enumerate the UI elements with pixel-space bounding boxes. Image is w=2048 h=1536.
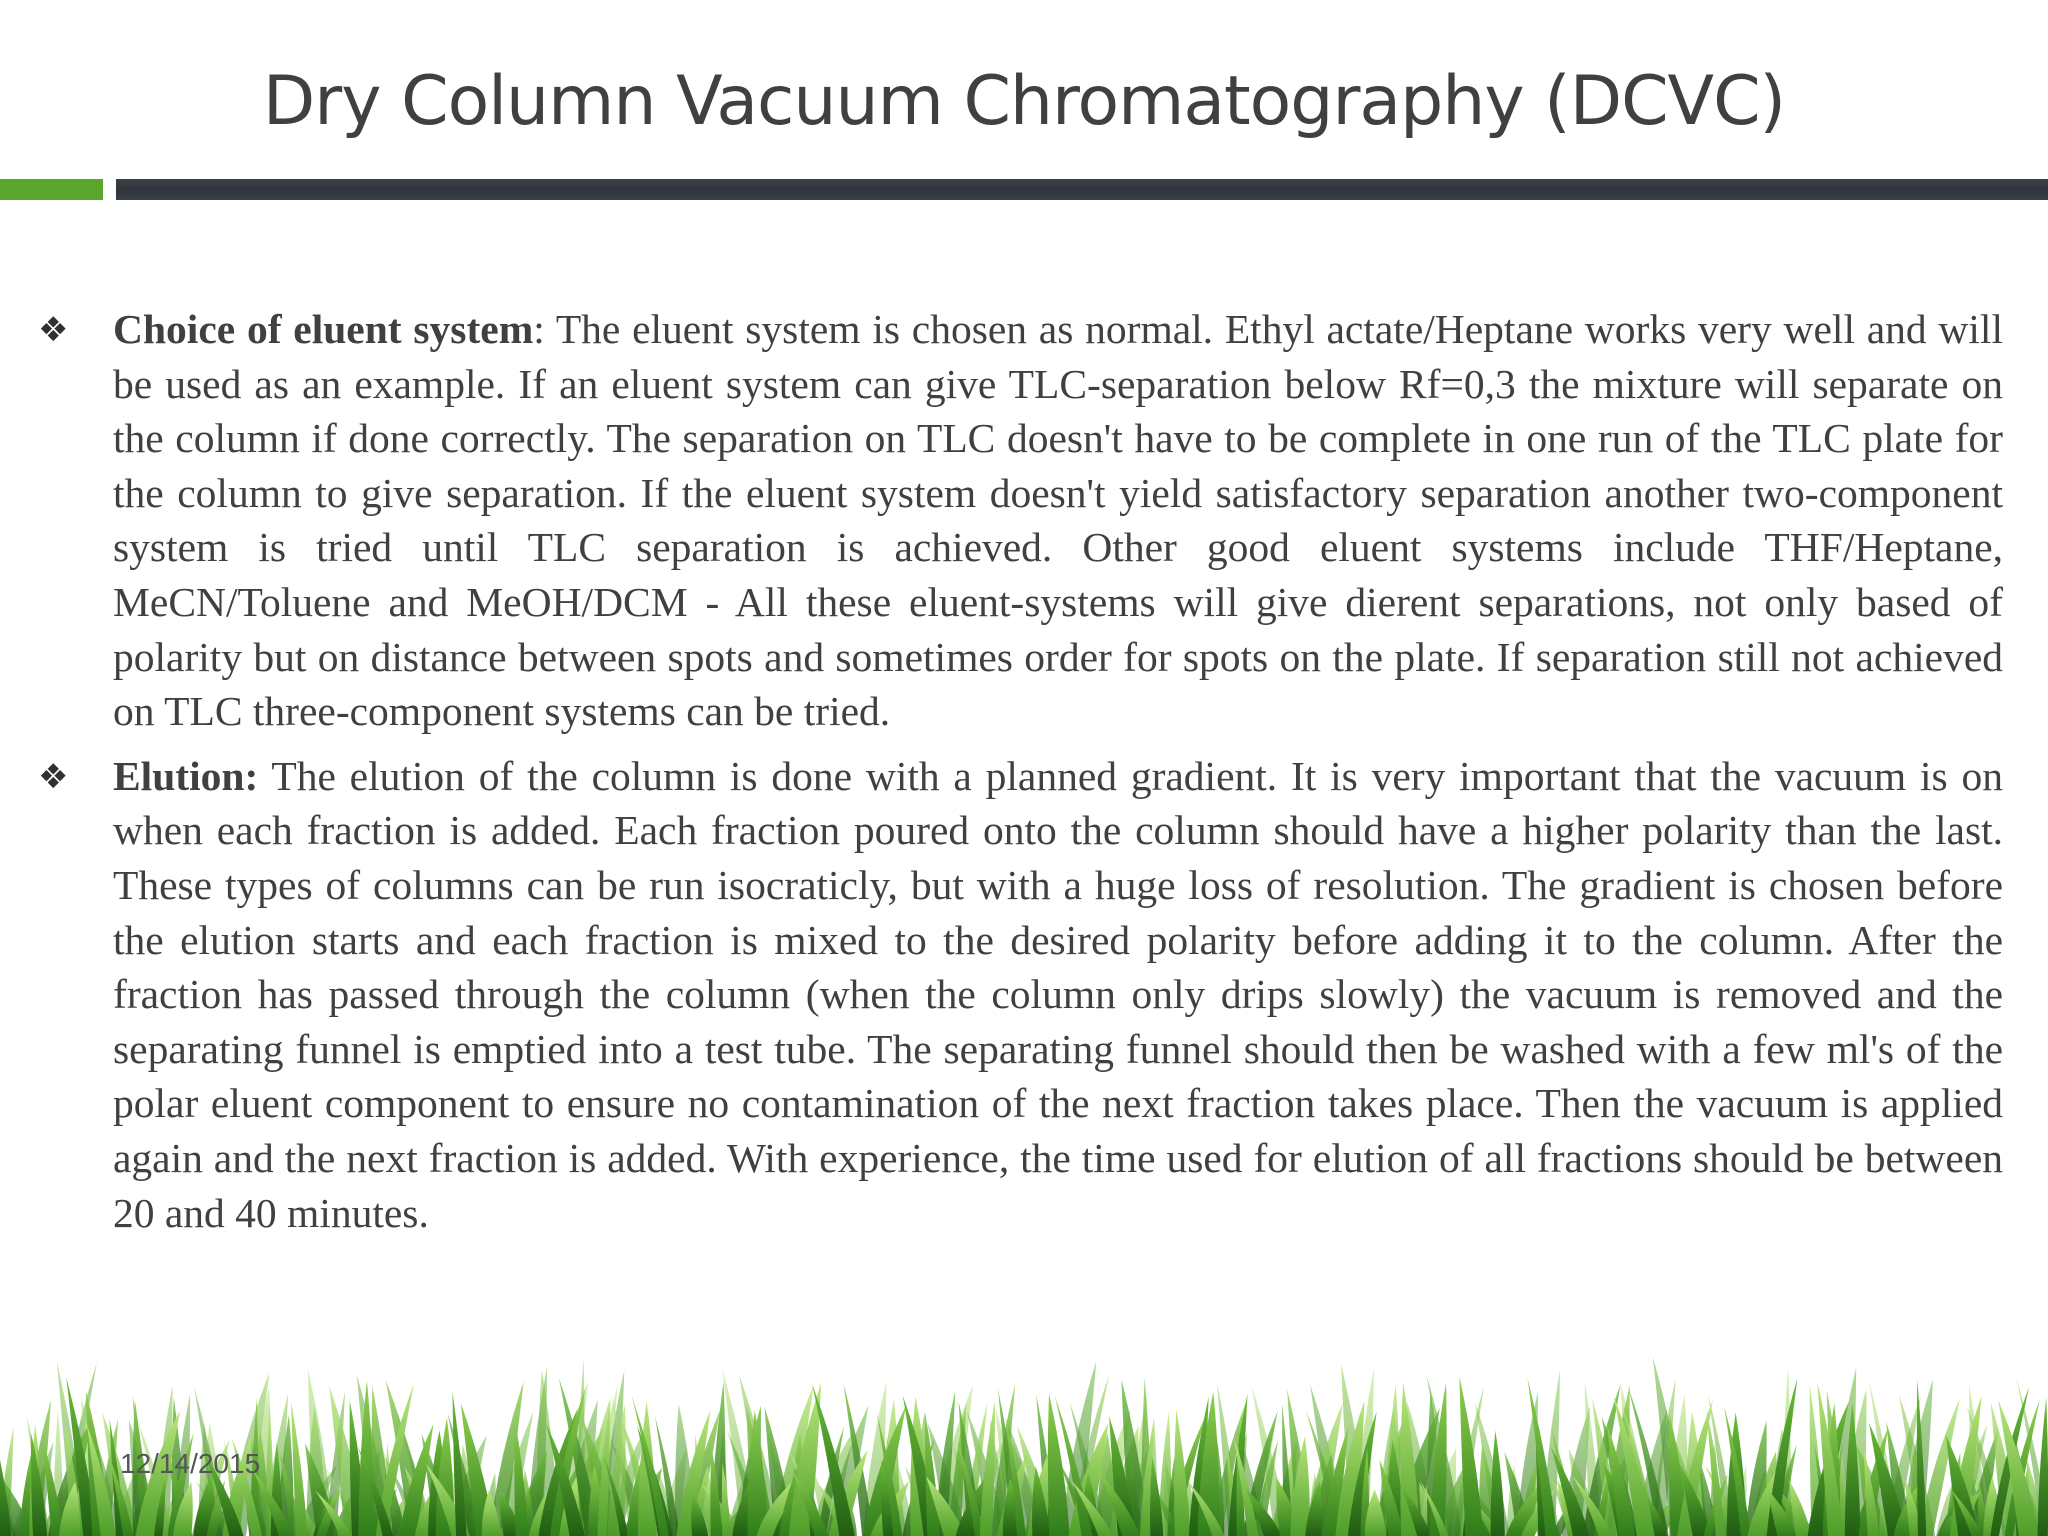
grass-blade bbox=[2038, 1397, 2048, 1536]
bullet-elution bbox=[0, 749, 2003, 1240]
bullet-heading: Elution: bbox=[113, 752, 259, 799]
bullet-body: The eluent system is chosen as normal. Ethyl actate/Heptane works very well and will be used as an example. If an eluent system can give TLC-separation below Rf=0,3 the mixture will separate on the column if done correctly. The separation on TLC doesn't have to be complete in one run of the TLC plate for the column to give separation. If the eluent system doesn't yield satisfactory separation another two-component system is tried until TLC separation is achieved. Other good eluent systems include THF/Heptane, MeCN/Toluene and MeOH/DCM - All these eluent-systems will give dierent separations, not only based of polarity but on distance between spots and sometimes order for spots on the plate. If separation still not achieved on TLC three-component systems can be tried. bbox=[113, 306, 2003, 735]
grass-decoration bbox=[0, 1320, 2048, 1536]
diamond-bullet-icon: ❖ bbox=[38, 756, 69, 797]
bullet-text bbox=[113, 749, 2003, 1240]
bullet-text bbox=[113, 302, 2003, 739]
slide-title: Dry Column Vacuum Chromatography (DCVC) bbox=[262, 62, 1786, 141]
accent-bar-dark bbox=[116, 179, 2048, 200]
slide-content bbox=[0, 302, 2048, 1250]
bullet-body: The elution of the column is done with a planned gradient. It is very important that the vacuum is on when each fraction is added. Each fraction poured onto the column should have a higher polarity than the last. These types of columns can be run isocraticly, but with a huge loss of resolution. The gradient is chosen before the elution starts and each fraction is mixed to the desired polarity before adding it to the column. After the fraction has passed through the column (when the column only drips slowly) the vacuum is removed and the separating funnel is emptied into a test tube. The separating funnel should then be washed with a few ml's of the polar eluent component to ensure no contamination of the next fraction takes place. Then the vacuum is applied again and the next fraction is added. With experience, the time used for elution of all fractions should be between 20 and 40 minutes. bbox=[113, 752, 2003, 1236]
bullet-heading: Choice of eluent system bbox=[113, 306, 534, 352]
accent-bar-green bbox=[0, 179, 103, 200]
grass-blade bbox=[1048, 1393, 1070, 1536]
diamond-bullet-icon: ❖ bbox=[38, 310, 69, 350]
grass-blade bbox=[1491, 1430, 1505, 1536]
bullet-eluent-system bbox=[0, 302, 2003, 739]
slide-date: 12/14/2015 bbox=[120, 1448, 261, 1479]
bullet-separator: : bbox=[533, 306, 545, 352]
